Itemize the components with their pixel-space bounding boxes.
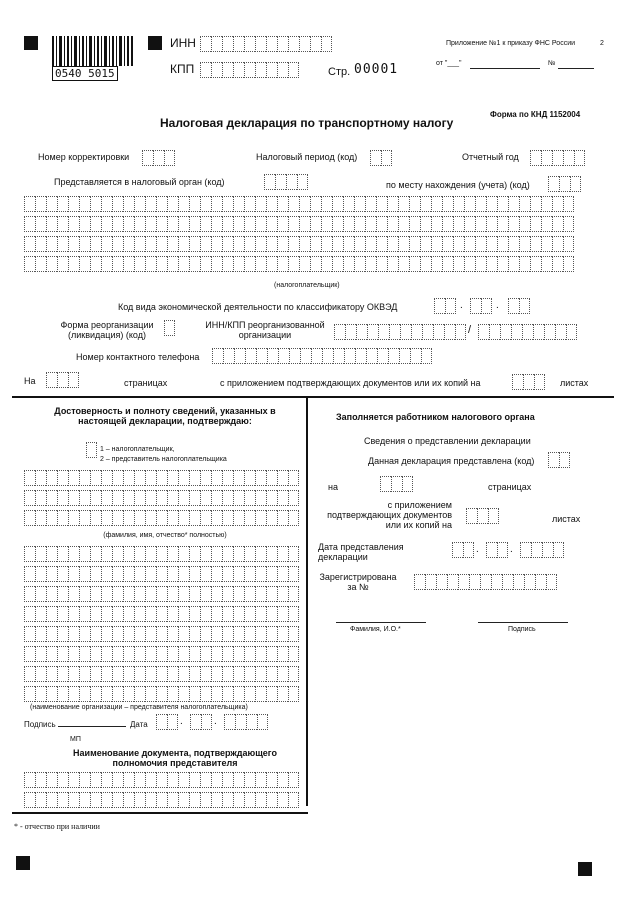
taxpayer-row[interactable] [24, 196, 574, 212]
kpp-label: КПП [170, 62, 195, 76]
org-row[interactable] [24, 586, 299, 602]
org-row[interactable] [24, 546, 299, 562]
registered-cells[interactable] [414, 574, 557, 590]
with-docs-label: с приложением подтверждающих документов или их копий на [220, 378, 481, 388]
section-divider [12, 396, 614, 398]
right-info: Сведения о представлении декларации [364, 436, 531, 446]
phone-label: Номер контактного телефона [76, 352, 200, 362]
right-pages-cells[interactable] [380, 476, 413, 492]
org-row[interactable] [24, 666, 299, 682]
submission-day-cells[interactable] [452, 542, 474, 558]
date-year-cells[interactable] [224, 714, 268, 730]
reorg-kpp-cells[interactable] [478, 324, 577, 340]
okved-cells-2[interactable] [470, 298, 492, 314]
signer-option-1: 1 – налогоплательщик, [100, 446, 175, 453]
appendix-text: Приложение №1 к приказу ФНС России [446, 40, 576, 47]
doc-row[interactable] [24, 772, 299, 788]
fio-row[interactable] [24, 490, 299, 506]
org-row[interactable] [24, 686, 299, 702]
appendix-page: 2 [600, 40, 604, 47]
okved-cells-1[interactable] [434, 298, 456, 314]
report-year-label: Отчетный год [462, 152, 519, 162]
fio-caption: (фамилия, имя, отчество* полностью) [103, 532, 227, 539]
order-from: от "___" [436, 60, 462, 67]
sign-label: Подпись [24, 720, 56, 729]
taxpayer-row[interactable] [24, 256, 574, 272]
corner-marker [578, 862, 592, 876]
report-year-cells[interactable] [530, 150, 585, 166]
phone-cells[interactable] [212, 348, 432, 364]
okved-label: Код вида экономической деятельности по классификатору ОКВЭД [118, 302, 398, 312]
inn-label: ИНН [170, 36, 196, 50]
form-code: Форма по КНД 1152004 [490, 110, 581, 119]
inn-cells[interactable] [200, 36, 332, 52]
submitted-label: Данная декларация представлена (код) [368, 456, 535, 466]
date-month-cells[interactable] [190, 714, 212, 730]
corner-marker [16, 856, 30, 870]
right-sign-label: Подпись [508, 626, 536, 633]
mp-label: МП [70, 736, 81, 743]
org-row[interactable] [24, 626, 299, 642]
reorg-form-cells[interactable] [164, 320, 175, 336]
submitted-cells[interactable] [548, 452, 570, 468]
org-row[interactable] [24, 566, 299, 582]
date-label: Дата [130, 720, 148, 729]
page-label: Стр. [328, 66, 351, 78]
left-title: Достоверность и полноту сведений, указанных в настоящей декларации, подтверждаю: [54, 406, 276, 426]
location-cells[interactable] [548, 176, 581, 192]
corner-marker [24, 36, 38, 50]
order-no: № [548, 60, 556, 67]
signer-cell[interactable] [86, 442, 97, 458]
submission-date-label: Дата представления декларации [318, 542, 404, 562]
right-title: Заполняется работником налогового органа [336, 412, 535, 422]
sheets-cells[interactable] [512, 374, 545, 390]
reorg-form-label: Форма реорганизации (ликвидация) (код) [60, 320, 154, 340]
reorg-inn-label: ИНН/КПП реорганизованной организации [205, 320, 325, 340]
right-fio-label: Фамилия, И.О.* [350, 626, 401, 633]
right-pages-label: страницах [488, 482, 532, 492]
tax-authority-label: Представляется в налоговый орган (код) [54, 177, 225, 187]
tax-authority-cells[interactable] [264, 174, 308, 190]
sheets-label: листах [560, 378, 589, 388]
date-day-cells[interactable] [156, 714, 178, 730]
footnote: * - отчество при наличии [14, 822, 100, 831]
taxpayer-row[interactable] [24, 216, 574, 232]
right-sheets-label: листах [552, 514, 581, 524]
right-on-label: на [328, 482, 338, 492]
correction-cells[interactable] [142, 150, 175, 166]
doc-row[interactable] [24, 792, 299, 808]
submission-month-cells[interactable] [486, 542, 508, 558]
tax-period-cells[interactable] [370, 150, 392, 166]
page-title: Налоговая декларация по транспортному налогу [160, 116, 454, 130]
column-divider [306, 398, 308, 806]
kpp-cells[interactable] [200, 62, 299, 78]
location-label: по месту нахождения (учета) (код) [386, 180, 530, 190]
barcode-number: 0540 5015 [52, 66, 118, 81]
fio-row[interactable] [24, 470, 299, 486]
fio-row[interactable] [24, 510, 299, 526]
org-row[interactable] [24, 646, 299, 662]
right-sheets-cells[interactable] [466, 508, 499, 524]
tax-period-label: Налоговый период (код) [256, 152, 358, 162]
okved-cells-3[interactable] [508, 298, 530, 314]
taxpayer-caption: (налогоплательщик) [274, 282, 340, 289]
doc-title: Наименование документа, подтверждающего полномочия представителя [73, 748, 277, 768]
org-caption: (наименование организации – представителя налогоплательщика) [30, 704, 248, 711]
taxpayer-row[interactable] [24, 236, 574, 252]
pages-label: страницах [124, 378, 168, 388]
submission-year-cells[interactable] [520, 542, 564, 558]
corner-marker [148, 36, 162, 50]
pages-cells[interactable] [46, 372, 79, 388]
page-number: 00001 [354, 62, 399, 77]
correction-label: Номер корректировки [38, 152, 130, 162]
right-with-docs: с приложением подтверждающих документов или их копий на [327, 500, 452, 530]
registered-label: Зарегистрирована за № [319, 572, 397, 592]
org-row[interactable] [24, 606, 299, 622]
reorg-inn-cells[interactable] [334, 324, 466, 340]
signer-option-2: 2 – представитель налогоплательщика [100, 456, 227, 463]
on-label: На [24, 376, 36, 386]
